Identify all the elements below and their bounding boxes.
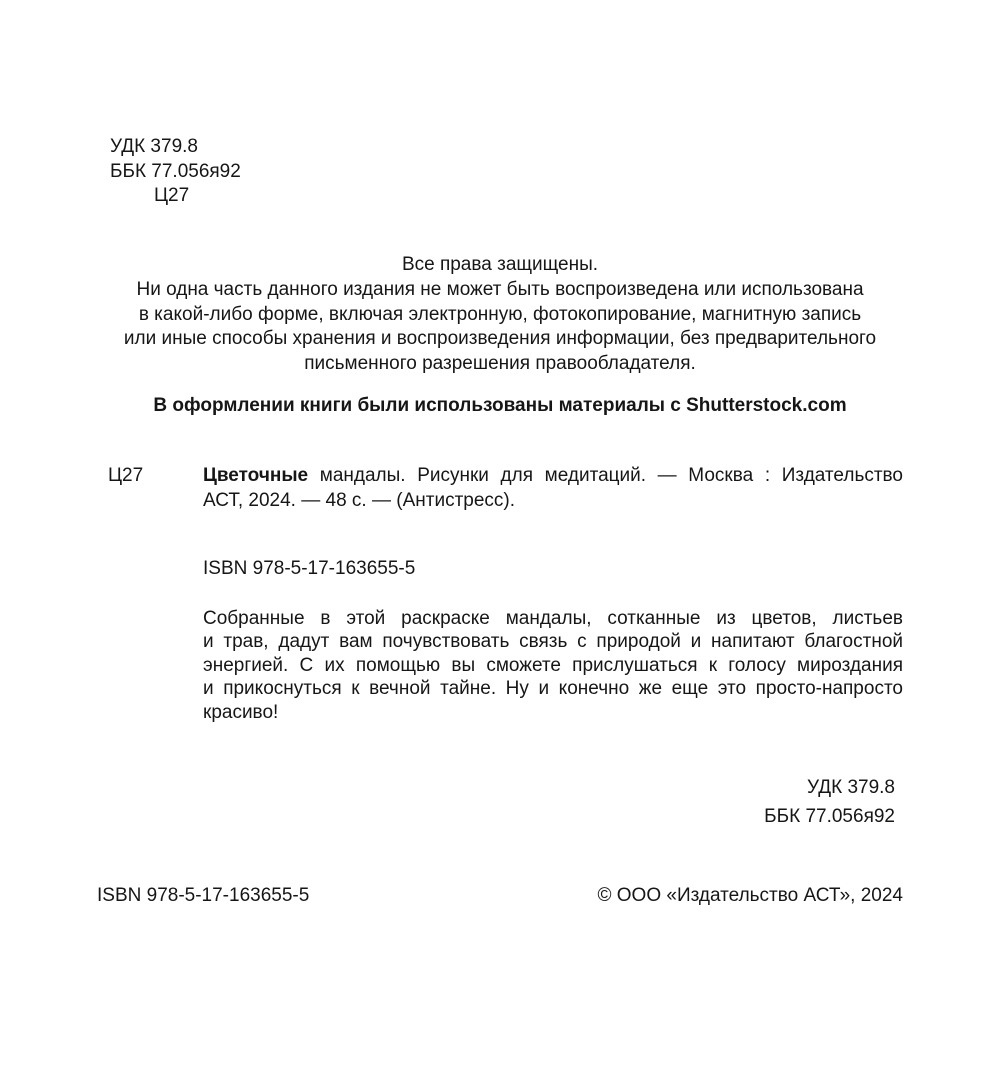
design-credit-line: В оформлении книги были использованы материалы с Shutterstock.com (153, 395, 847, 416)
catalog-author-sign: Ц27 (108, 465, 144, 486)
annotation-paragraph: Собранные в этой раскраске мандалы, сотканные из цветов, листьев и трав, дадут вам почувствовать связь с природой и напитают благостной энергией. С их помощью вы сможете прислушаться к голосу мироздания и прикоснуться к вечной тайне. Ну и конечно же еще это просто-напросто красиво! (203, 608, 903, 723)
udk-code-bottom: УДК 379.8 (807, 777, 895, 798)
isbn-footer: ISBN 978-5-17-163655-5 (97, 885, 310, 906)
rights-notice: Все права защищены. Ни одна часть данного издания не может быть воспроизведена или использована в какой-либо форме, включая электронную, фотокопирование, магнитную запись или иные способы хранения и воспроизведения информации, без предварительного письменного разрешения правообладателя. (123, 254, 877, 375)
catalog-title-rest: мандалы. Рисунки для медитаций. — Москва : Издательство (308, 465, 903, 486)
bbk-code-top: ББК 77.056я92 (110, 160, 241, 182)
isbn-entry: ISBN 978-5-17-163655-5 (203, 558, 416, 579)
udk-code-top: УДК 379.8 (110, 136, 198, 157)
top-classification-block (110, 135, 241, 209)
catalog-entry-line1 (203, 463, 903, 488)
author-sign-code-top: Ц27 (154, 185, 190, 206)
catalog-title-bold: Цветочные (203, 465, 309, 486)
bbk-code-bottom: ББК 77.056я92 (764, 806, 895, 827)
catalog-entry (203, 463, 903, 513)
copyright-line: © ООО «Издательство АСТ», 2024 (597, 885, 903, 906)
catalog-entry-line2: АСТ, 2024. — 48 с. — (Антистресс). (203, 490, 516, 511)
bottom-classification-block (764, 773, 895, 831)
footer-row (97, 885, 903, 907)
